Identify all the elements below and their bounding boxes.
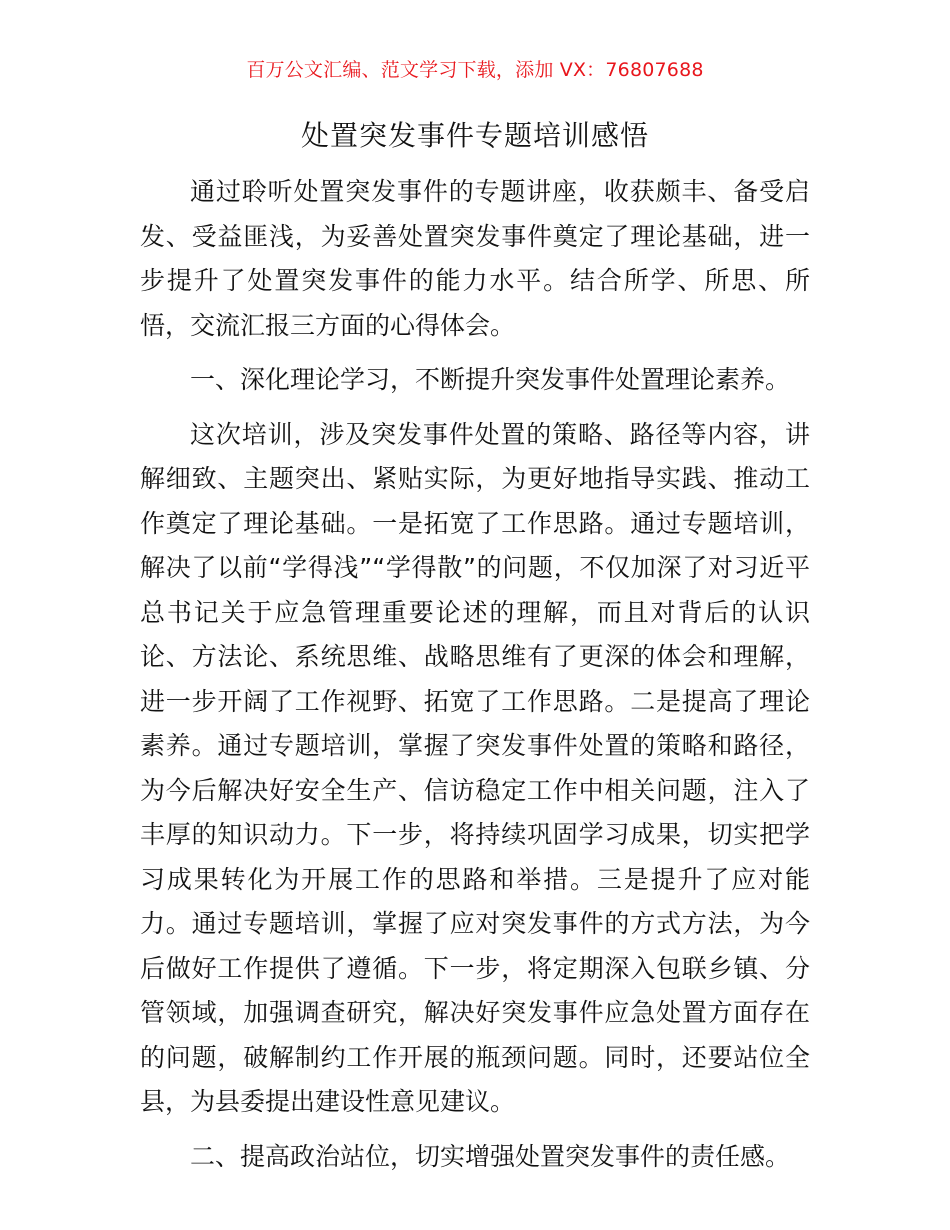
document-body	[140, 170, 810, 1189]
section-1-heading: 一、深化理论学习，不断提升突发事件处置理论素养。	[190, 365, 791, 394]
document-title: 处置突发事件专题培训感悟	[300, 119, 649, 152]
section-2-heading: 二、提高政治站位，切实增强处置突发事件的责任感。	[190, 1141, 791, 1171]
intro-paragraph: 通过聆听处置突发事件的专题讲座，收获颇丰、备受启发、受益匪浅，为妥善处置突发事件奠定了理论基础，进一步提升了处置突发事件的能力水平。结合所学、所思、所悟，交流汇报三方面的心得体会。	[140, 177, 810, 340]
section-1-paragraph: 这次培训，涉及突发事件处置的策略、路径等内容，讲解细致、主题突出、紧贴实际，为更好地指导实践、推动工作奠定了理论基础。一是拓宽了工作思路。通过专题培训，解决了以前“学得浅”“学得散”的问题，不仅加深了对习近平总书记关于应急管理重要论述的理解，而且对背后的认识论、方法论、系统思维、战略思维有了更深的体会和理解，进一步开阔了工作视野、拓宽了工作思路。二是提高了理论素养。通过专题培训，掌握了突发事件处置的策略和路径，为今后解决好安全生产、信访稳定工作中相关问题，注入了丰厚的知识动力。下一步，将持续巩固学习成果，切实把学习成果转化为开展工作的思路和举措。三是提升了应对能力。通过专题培训，掌握了应对突发事件的方式方法，为今后做好工作提供了遵循。下一步，将定期深入包联乡镇、分管领域，加强调查研究，解决好突发事件应急处置方面存在的问题，破解制约工作开展的瓶颈问题。同时，还要站位全县，为县委提出建设性意见建议。	[140, 419, 810, 1116]
promo-header: 百万公文汇编、范文学习下载，添加 VX：76807688	[246, 59, 704, 81]
